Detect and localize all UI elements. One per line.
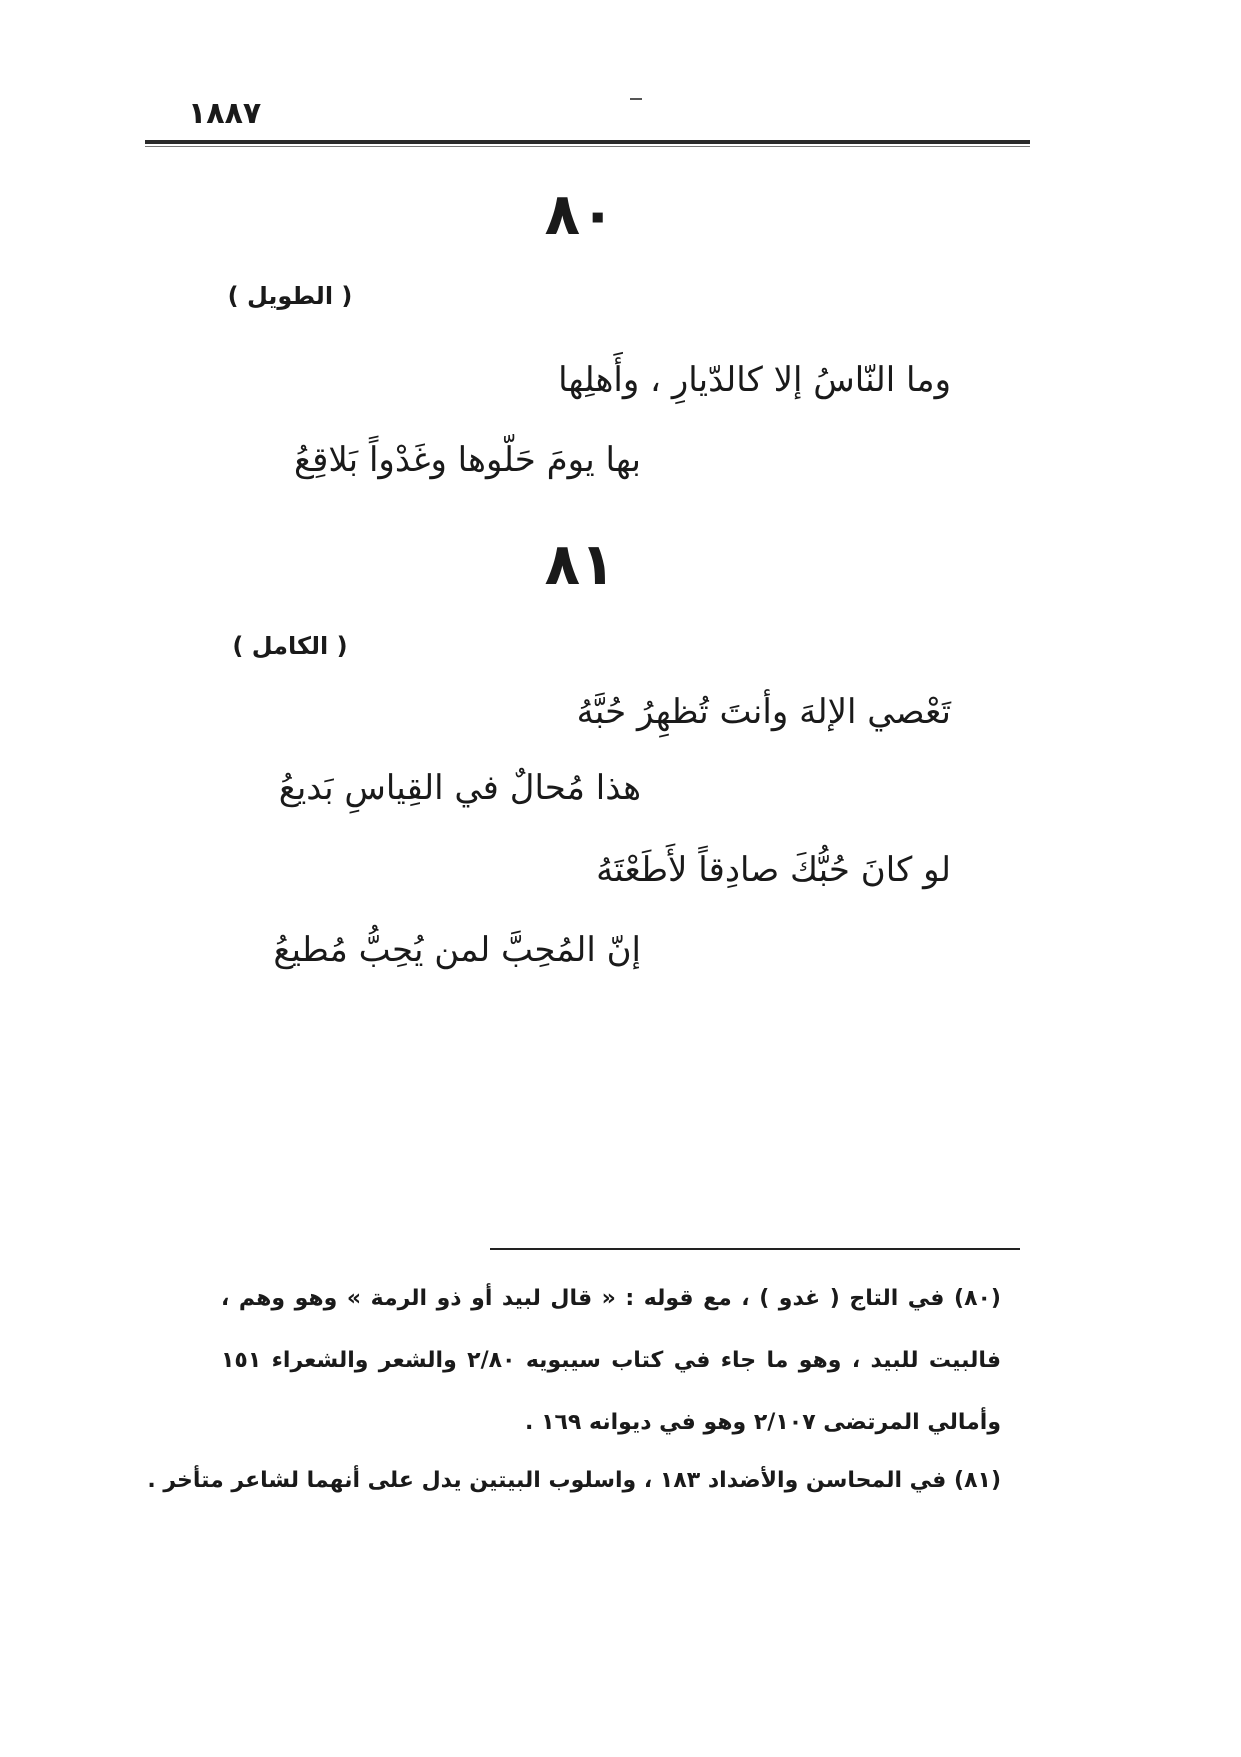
page-number: ١٨٨٧ — [188, 96, 262, 131]
footnote-80 — [221, 1268, 1001, 1454]
poem-meter-80: ( الطويل ) — [227, 282, 353, 310]
verse-80-2: بها يومَ حَلّوها وغَدْواً بَلاقِعُ — [294, 440, 641, 480]
top-mark — [630, 98, 642, 100]
header-rule — [145, 140, 1030, 144]
poem-number-80: ٨٠ — [544, 180, 616, 248]
footnote-label-80: (٨٠) — [954, 1286, 1001, 1311]
footnote-rule — [490, 1248, 1020, 1250]
poem-number-81: ٨١ — [544, 530, 616, 598]
verse-81-3: لو كانَ حُبُّكَ صادِقاً لأَطَعْتَهُ — [596, 850, 951, 890]
verse-80-1: وما النّاسُ إلا كالدّيارِ ، وأَهلِها — [558, 360, 951, 400]
footnote-81 — [131, 1450, 1001, 1512]
footnote-text-81: في المحاسن والأضداد ١٨٣ ، واسلوب البيتين يدل على أنهما لشاعر متأخر . — [147, 1468, 947, 1493]
verse-81-1: تَعْصي الإلهَ وأنتَ تُظهِرُ حُبَّهُ — [576, 692, 951, 732]
footnote-label-81: (٨١) — [954, 1468, 1001, 1493]
verse-81-4: إنّ المُحِبَّ لمن يُحِبُّ مُطيعُ — [273, 930, 641, 970]
poem-meter-81: ( الكامل ) — [232, 632, 348, 660]
footnote-text-80: في التاج ( غدو ) ، مع قوله : « قال لبيد أو ذو الرمة » وهو وهم ، فالبيت للبيد ، وهو ما جاء في كتاب سيبويه ٢/٨٠ والشعر والشعراء ١٥١ وأمالي المرتضى ٢/١٠٧ وهو في ديوانه ١٦٩ . — [221, 1286, 1002, 1435]
verse-81-2: هذا مُحالٌ في القِياسِ بَديعُ — [278, 768, 641, 808]
